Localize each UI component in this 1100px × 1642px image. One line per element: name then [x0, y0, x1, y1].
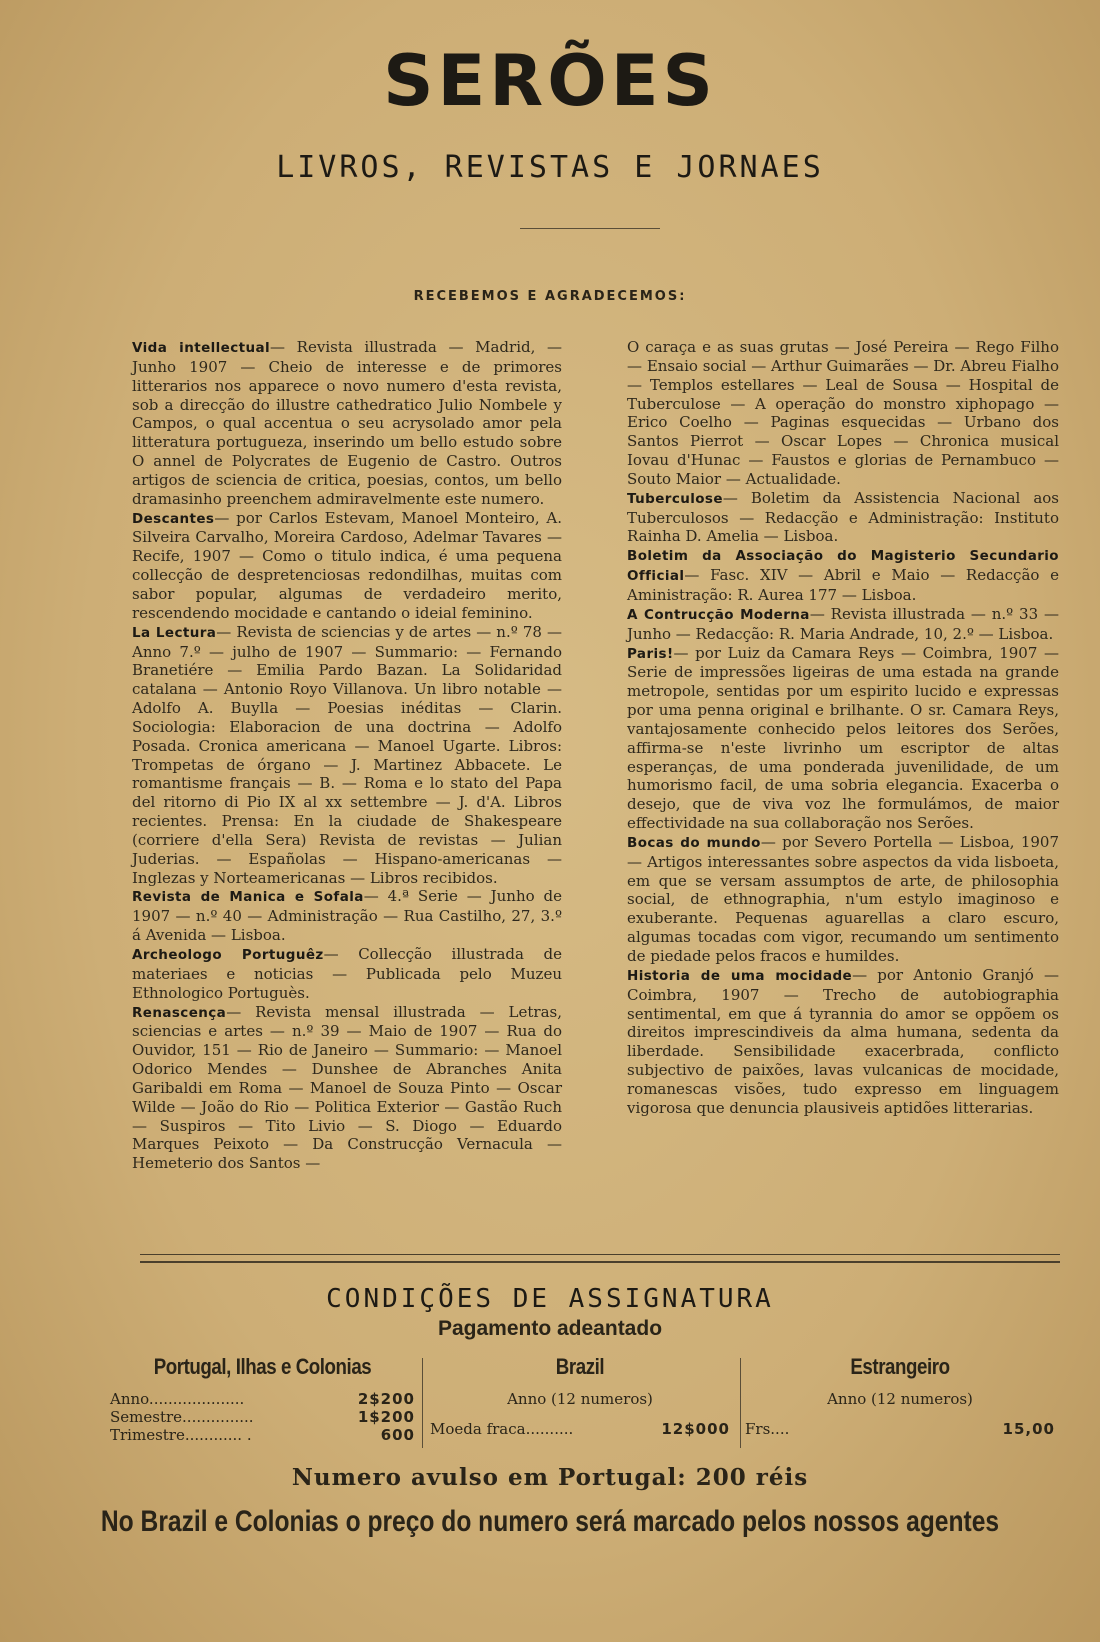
review-text: — Revista de sciencias y de artes — n.º 78 — Anno 7.º — julho de 1907 — Summario: — Fernando Branetiére — Emilia Pardo Bazan. La Solidaridad catalana — Antonio Royo Villanova. Un libro notable — Adolfo A. Buylla — Poesias inéditas — Clarin. Sociologia: Elaboracion de una doctrina — Adolfo Posada. Cronica americana — Manoel Ugarte. Libros: Trompetas de órgano — J. Martinez Abbacete. Le romantisme français — B. — Roma e lo stato del Papa del ritorno di Pio IX al xx settembre — J. d'A. Libros recientes. Prensa: En la ciudade de Shakespeare (corriere d'ella Sera) Revista de revistas — Julian Juderias. — Españolas — Hispano-americanas — Inglezas y Norteamericanas — Libros recibidos. — [132, 622, 562, 887]
price-value: 1$200 — [357, 1408, 415, 1426]
price-label: Trimestre — [110, 1426, 185, 1444]
double-divider — [140, 1254, 1060, 1263]
left-column — [132, 338, 562, 1173]
leader-dots: .... — [770, 1420, 790, 1438]
review-title: Vida intellectual — [132, 340, 271, 356]
right-column — [627, 338, 1059, 1118]
review-entry — [627, 966, 1059, 1118]
masthead-title: SERÕES — [383, 40, 717, 122]
review-entry — [132, 623, 562, 888]
price-row — [745, 1420, 1055, 1438]
price-label: Frs — [745, 1420, 771, 1438]
review-text: — Revista illustrada — Madrid, — Junho 1907 — Cheio de interesse e de primores litterarios nos apparece o novo numero d'esta revista, sob a direcção do illustre cathedratico Julio Nombele y Campos, o qual accentua o seu acrysolado amor pela litteratura portugueza, inserindo um bello estudo sobre O annel de Polycrates de Eugenio de Castro. Outros artigos de sciencia de critica, poesias, contos, um bello dramasinho preenchem admiravelmente este numero. — [132, 338, 562, 508]
review-title: Historia de uma mocidade — [627, 967, 853, 984]
price-value: 600 — [380, 1426, 415, 1444]
review-title: Paris! — [627, 645, 674, 662]
price-brazil-note: Anno (12 numeros) — [507, 1390, 653, 1408]
review-text: — por Antonio Granjó — Coimbra, 1907 — Trecho de autobiographia sentimental, em que á tyrannia do amor se oppõem os direitos imprescindiveis da alma humana, sedenta da liberdade. Sensibilidade exacerbrada, conflicto subjectivo de paixões, lavas vulcanicas de mocidade, romanescas visões, tudo expresso em linguagem vigorosa que denuncia plausiveis aptidões litterarias. — [627, 965, 1059, 1117]
price-row — [110, 1408, 415, 1426]
footer-note: No Brazil e Colonias o preço do numero será marcado pelos nossos agentes — [100, 1505, 1000, 1538]
price-foreign — [745, 1354, 1055, 1438]
review-entry — [627, 644, 1059, 833]
column-separator — [422, 1358, 423, 1448]
review-entry — [132, 887, 562, 945]
leader-dots: ............ . — [184, 1426, 252, 1444]
conditions-title: CONDIÇÕES DE ASSIGNATURA — [326, 1284, 774, 1314]
price-label: Semestre — [110, 1408, 183, 1426]
review-text: — por Carlos Estevam, Manoel Monteiro, A. Silveira Carvalho, Moreira Cardoso, Adelmar Tavares — Recife, 1907 — Como o titulo indica, é uma pequena collecção de despretenciosas redondilhas, muitas com sabor popular, algumas de verdadeiro merito, rescendendo mocidade e cantando o ideial feminino. — [132, 508, 562, 622]
price-portugal — [110, 1354, 415, 1444]
review-text: O caraça e as suas grutas — José Pereira — Rego Filho — Ensaio social — Arthur Guimarães — Dr. Abreu Fialho — Templos estellares — Leal de Sousa — Hospital de Tuberculose — A operação do monstro xiphopago — Erico Coelho — Paginas esquecidas — Urbano dos Santos Pierrot — Oscar Lopes — Chronica musical Iovau d'Hunac — Faustos e glorias de Pernambuco — Souto Maior — Actualidade. — [627, 338, 1059, 488]
review-text: — por Severo Portella — Lisboa, 1907 — Artigos interessantes sobre aspectos da vida lisboeta, em que se versam assumptos de arte, de philosophia social, de ethnographia, n'um estylo imaginoso e exuberante. Pequenas aguarellas a claro escuro, algumas tocadas com vigor, recumando um sentimento de piedade pelos fracos e humildes. — [627, 832, 1059, 965]
divider — [520, 228, 660, 229]
review-title: Boletim da Associação do Magisterio Secundario Official — [627, 548, 1059, 585]
review-entry — [132, 945, 562, 1003]
review-entry — [627, 546, 1059, 605]
review-entry — [132, 509, 562, 623]
price-row — [110, 1426, 415, 1444]
review-title: La Lectura — [132, 624, 217, 641]
price-brazil — [430, 1354, 730, 1438]
price-foreign-note: Anno (12 numeros) — [827, 1390, 973, 1408]
price-row — [430, 1420, 730, 1438]
leader-dots: ............... — [182, 1408, 254, 1426]
leader-dots: .......... — [525, 1420, 574, 1438]
column-separator — [740, 1358, 741, 1448]
price-portugal-heading: Portugal, Ilhas e Colonias — [153, 1354, 372, 1379]
review-text: — por Luiz da Camara Reys — Coimbra, 1907 — Serie de impressões ligeiras de uma estada na grande metropole, sentidas por um espirito lucido e expressas por uma penna original e brilhante. O sr. Camara Reys, vantajosamente conhecido pelos leitores dos Serões, affirma-se n'este livrinho um escriptor de altas esperanças, de uma ponderada juvenilidade, de um humorismo facil, de uma sobria elegancia. Exacerba o desejo, que de viva voz lhe formulámos, de maior effectividade na sua collaboração nos Serões. — [627, 643, 1059, 833]
price-value: 15,00 — [1002, 1420, 1055, 1438]
review-title: Archeologo Portuguêz — [132, 947, 324, 963]
price-foreign-heading: Estrangeiro — [850, 1354, 950, 1379]
price-brazil-heading: Brazil — [555, 1354, 605, 1379]
price-label: Anno — [110, 1390, 149, 1408]
review-title: Tuberculose — [627, 490, 723, 507]
leader-dots: .................... — [148, 1390, 245, 1408]
review-text: — Revista illustrada — n.º 33 — Junho — Redacção: R. Maria Andrade, 10, 2.º — Lisboa. — [627, 604, 1059, 643]
payment-note: Pagamento adeantado — [437, 1317, 663, 1340]
price-value: 12$000 — [661, 1420, 730, 1438]
masthead-subtitle: LIVROS, REVISTAS E JORNAES — [276, 150, 824, 185]
review-entry — [627, 833, 1059, 966]
price-label: Moeda fraca — [430, 1420, 526, 1438]
review-text: — Revista mensal illustrada — Letras, sciencias e artes — n.º 39 — Maio de 1907 — Rua do Ouvidor, 151 — Rio de Janeiro — Summario: — Manoel Odorico Mendes — Dunshee de Abranches Anita Garibaldi em Roma — Manoel de Souza Pinto — Oscar Wilde — João do Rio — Politica Exterior — Gastão Ruch — Suspiros — Tito Livio — S. Diogo — Eduardo Marques Peixoto — Da Construcção Vernacula — Hemeterio dos Santos — — [132, 1002, 562, 1173]
review-entry — [627, 605, 1059, 644]
review-title: Descantes — [132, 510, 215, 527]
review-title: Revista de Manica e Sofala — [132, 889, 364, 906]
review-text: — Boletim da Assistencia Nacional aos Tuberculosos — Redacção e Administração: Instituto Rainha D. Amelia — Lisboa. — [627, 488, 1059, 546]
price-value: 2$200 — [357, 1390, 415, 1408]
review-title: Bocas do mundo — [627, 834, 761, 851]
review-entry — [627, 489, 1059, 547]
review-text: — 4.ª Serie — Junho de 1907 — n.º 40 — Administração — Rua Castilho, 27, 3.º á Avenida — Lisboa. — [132, 887, 562, 945]
single-issue-price: Numero avulso em Portugal: 200 réis — [291, 1464, 809, 1491]
review-title: Renascença — [132, 1004, 227, 1021]
review-entry — [132, 1003, 562, 1174]
review-entry — [627, 338, 1059, 489]
review-text: — Fasc. XIV — Abril e Maio — Redacção e Aministração: R. Aurea 177 — Lisboa. — [627, 566, 1059, 604]
review-title: A Contrucção Moderna — [627, 606, 810, 623]
review-entry — [132, 338, 562, 509]
review-text: — Collecção illustrada de materiaes e noticias — Publicada pelo Muzeu Ethnologico Portuguès. — [132, 945, 562, 1002]
price-row — [110, 1390, 415, 1408]
section-heading: RECEBEMOS E AGRADECEMOS: — [413, 289, 687, 304]
